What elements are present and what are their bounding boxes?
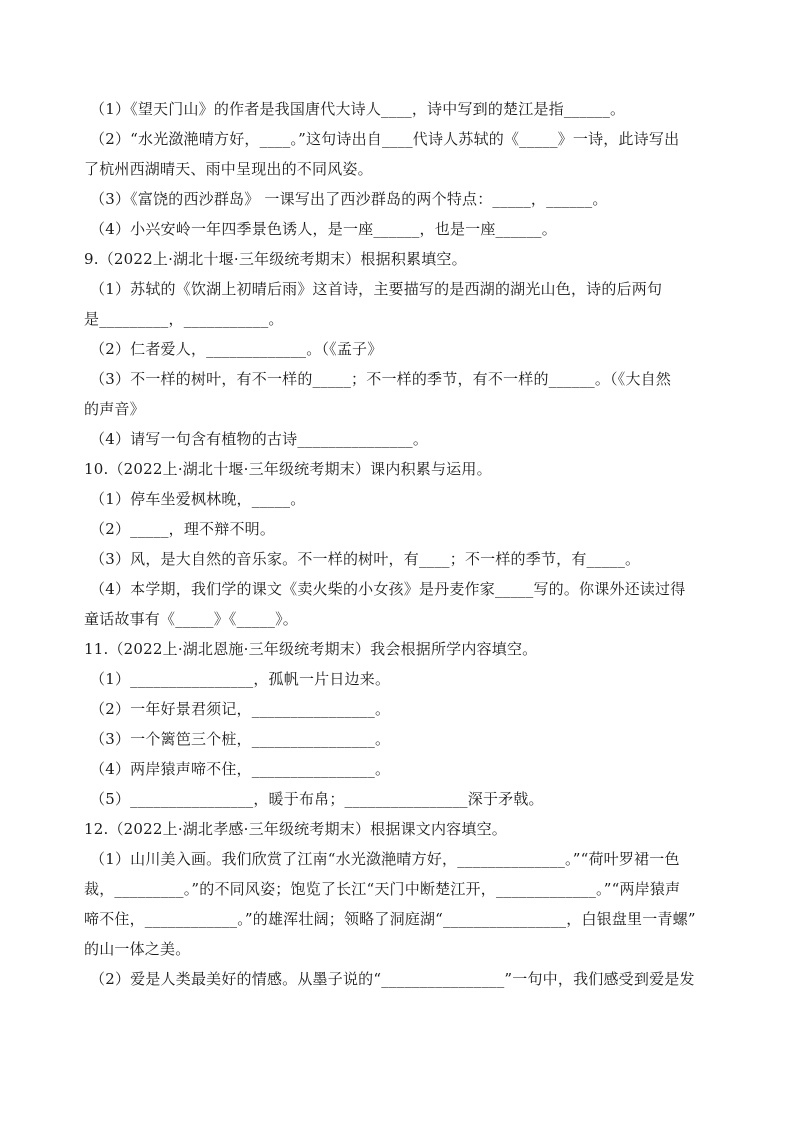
q11-item-5: （5）________________，暖于布帛；________________深于矛戟。 bbox=[90, 790, 544, 808]
question-12-heading: 12.（2022上·湖北孝感·三年级统考期末）根据课文内容填空。 bbox=[84, 820, 507, 838]
q9-item-4: （4）请写一句含有植物的古诗_______________。 bbox=[90, 430, 429, 448]
q8-item-4: （4）小兴安岭一年四季景色诱人，是一座______，也是一座______。 bbox=[90, 220, 557, 238]
q12-item-1-cont-2: 啼不住，____________。”的雄浑壮阔；领略了洞庭湖“________________，白银盘里一青螺” bbox=[84, 910, 696, 928]
q11-item-4: （4）两岸猿声啼不住，________________。 bbox=[90, 760, 391, 778]
worksheet-body bbox=[84, 94, 724, 994]
q12-item-1-cont-3: 的山一体之美。 bbox=[84, 940, 191, 958]
q9-item-3: （3）不一样的树叶，有不一样的_____；不一样的季节，有不一样的______。（《大自然 bbox=[90, 370, 672, 388]
q9-item-1-cont: 是_________，___________。 bbox=[84, 310, 284, 328]
q9-item-1: （1）苏轼的《饮湖上初晴后雨》这首诗，主要描写的是西湖的湖光山色，诗的后两句 bbox=[90, 280, 663, 298]
question-11-heading: 11.（2022上·湖北恩施·三年级统考期末）我会根据所学内容填空。 bbox=[84, 640, 538, 658]
q10-item-4-cont: 童话故事有《_____》《_____》。 bbox=[84, 610, 299, 628]
q10-item-4: （4）本学期，我们学的课文《卖火柴的小女孩》是丹麦作家_____写的。你课外还读过得 bbox=[90, 580, 686, 598]
q11-item-2: （2）一年好景君须记，________________。 bbox=[90, 700, 391, 718]
q12-item-2: （2）爱是人类最美好的情感。从墨子说的“________________”一句中，我们感受到爱是发 bbox=[90, 970, 695, 988]
q9-item-2: （2）仁者爱人，_____________。（《孟子》 bbox=[90, 340, 383, 358]
question-10-heading: 10.（2022上·湖北十堰·三年级统考期末）课内积累与运用。 bbox=[84, 460, 492, 478]
q10-item-2: （2）_____，理不辩不明。 bbox=[90, 520, 276, 538]
q12-item-1: （1）山川美入画。我们欣赏了江南“水光潋滟晴方好，______________。”“荷叶罗裙一色 bbox=[90, 850, 680, 868]
q9-item-3-cont: 的声音》 bbox=[84, 400, 145, 418]
q11-item-3: （3）一个篱笆三个桩，________________。 bbox=[90, 730, 391, 748]
q10-item-3: （3）风，是大自然的音乐家。不一样的树叶，有____；不一样的季节，有_____。 bbox=[90, 550, 641, 568]
q11-item-1: （1）________________，孤帆一片日边来。 bbox=[90, 670, 391, 688]
q8-item-3: （3）《富饶的西沙群岛》 一课写出了西沙群岛的两个特点：_____，______。 bbox=[90, 190, 608, 208]
question-9-heading: 9.（2022上·湖北十堰·三年级统考期末）根据积累填空。 bbox=[84, 250, 467, 268]
q8-item-1: （1）《望天门山》的作者是我国唐代大诗人____，诗中写到的楚江是指______。 bbox=[90, 100, 626, 118]
q12-item-1-cont-1: 裁，_________。”的不同风姿；饱览了长江“天门中断楚江开，_____________。”“两岸猿声 bbox=[84, 880, 681, 898]
q8-item-2: （2）“水光潋滟晴方好，____。”这句诗出自____代诗人苏轼的《_____》一诗，此诗写出 bbox=[90, 130, 680, 148]
q10-item-1: （1）停车坐爱枫林晚，_____。 bbox=[90, 490, 306, 508]
q8-item-2-cont: 了杭州西湖晴天、雨中呈现出的不同风姿。 bbox=[84, 160, 373, 178]
